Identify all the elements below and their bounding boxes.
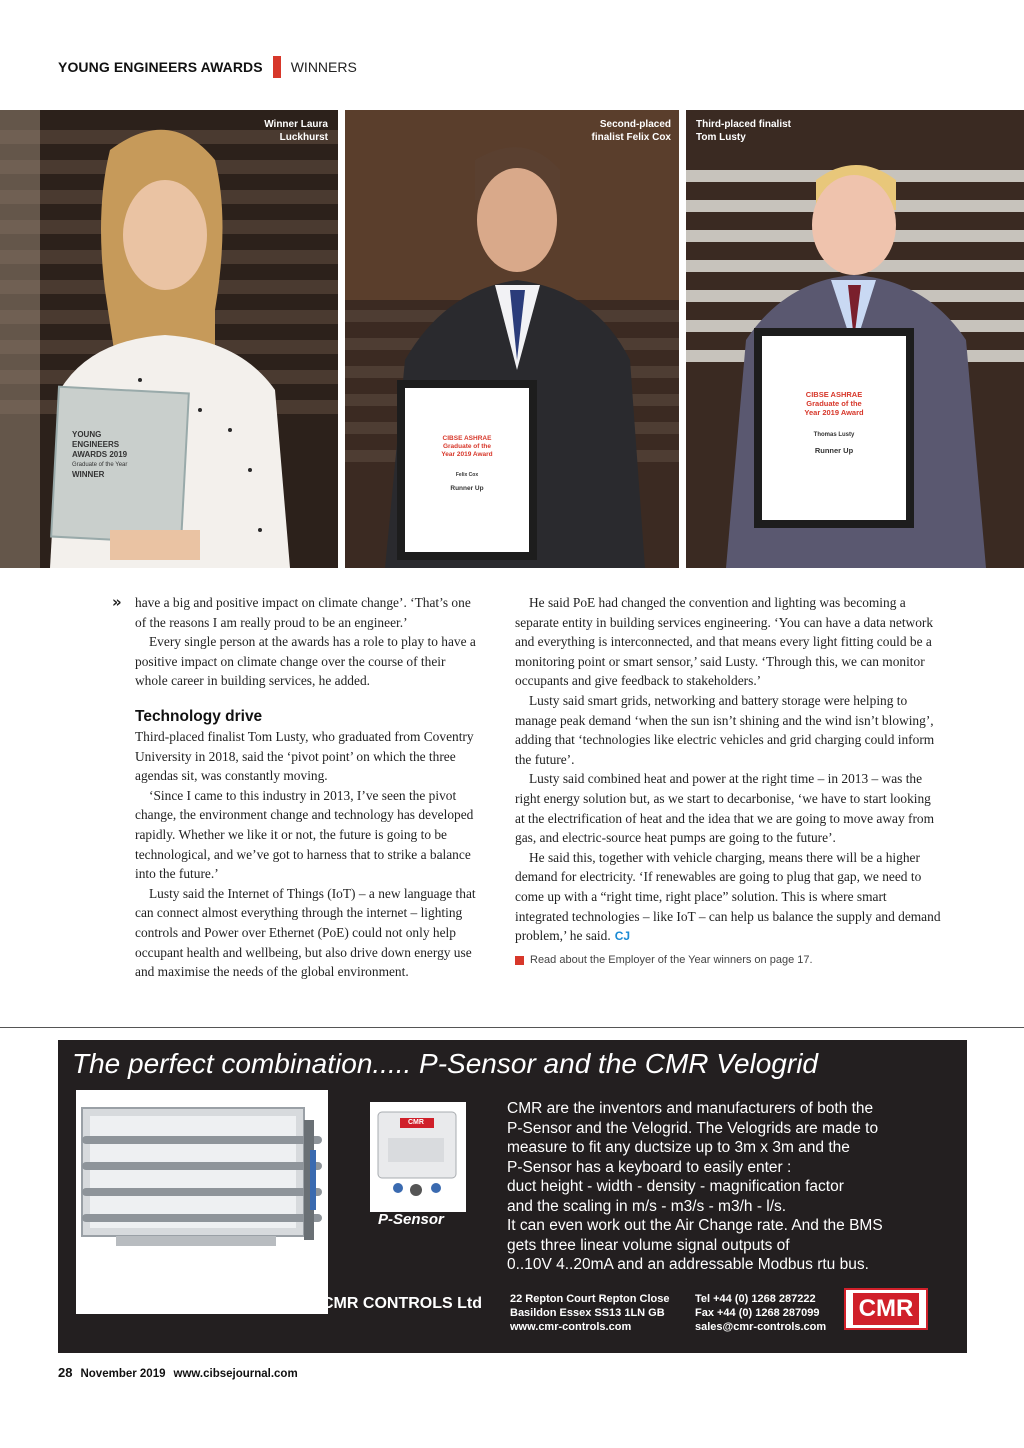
paragraph: Lusty said smart grids, networking and battery storage were helping to manage peak demand ‘when the sun isn’t shining and the wind isn’t blowing’, adding that ‘technologies like electric vehicles and grid charging could inform the future’.	[515, 692, 935, 767]
article-column-left	[135, 593, 481, 982]
photo-tom-lusty	[686, 110, 1024, 568]
read-more-link[interactable]: Read about the Employer of the Year winners on page 17.	[515, 951, 943, 971]
photo-caption: Second-placed finalist Felix Cox	[591, 119, 671, 143]
paragraph: have a big and positive impact on climate change’. ‘That’s one of the reasons I am really proud to be an engineer.’	[135, 595, 471, 630]
velogrid-label: VELOGRID	[80, 1271, 159, 1288]
photo-felix-cox	[345, 110, 679, 568]
photo-caption: Third-placed finalist Tom Lusty	[696, 119, 792, 143]
paragraph: ‘Since I came to this industry in 2013, I’ve seen the pivot change, the environment change and technology has developed rapidly. Whether we like it or not, the future is going to be technological, and we’ve got to harness that to strike a balance into the future.’	[135, 787, 474, 882]
author-signoff: CJ	[614, 929, 631, 944]
device-brand-text: CMR	[408, 1119, 424, 1126]
velocity-sensor-label: Velocity Averaging Sensor	[80, 1294, 269, 1311]
paragraph: Lusty said the Internet of Things (IoT) – a new language that can connect almost everything through the internet – lighting controls and Power over Ethernet (PoE) could not only help occupant health and wellbeing, but also drive down energy use and maximise the needs of the global environment.	[135, 885, 476, 980]
paragraph: He said this, together with vehicle charging, means there will be a higher demand for electricity. ‘If renewables are going to plug that gap, we need to come up with a “right time, right place” solution. This is where smart integrated technologies – like IoT – can help us balance the supply and demand problem,’ he said. CJ	[515, 849, 941, 944]
section-divider	[0, 1027, 1024, 1028]
paragraph: He said PoE had changed the convention and lighting was becoming a separate entity in building services engineering. ‘You can have a data network and everything is interconnected, and that means every light fitting could be a monitoring point or smart sensor,’ said Lusty. ‘Through this, we can monitor occupants and give feedback to stakeholders.’	[515, 595, 934, 689]
cmr-logo: CMR	[844, 1288, 928, 1330]
photo-strip	[0, 110, 1024, 568]
photo-caption: Winner Laura Luckhurst	[264, 119, 328, 143]
bullet-square-icon	[515, 956, 524, 965]
subheading: Technology drive	[135, 707, 263, 725]
journal-website-link[interactable]: www.cibsejournal.com	[173, 1368, 298, 1380]
p-sensor-label: P-Sensor	[378, 1211, 444, 1228]
section-title: YOUNG ENGINEERS AWARDS	[58, 59, 263, 75]
p-sensor-product-image	[370, 1102, 466, 1212]
company-website-link[interactable]: www.cmr-controls.com	[510, 1321, 632, 1333]
photo-laura-luckhurst	[0, 110, 338, 568]
article-column-right	[515, 593, 943, 970]
ad-headline: The perfect combination..... P-Sensor and the CMR Velogrid	[72, 1048, 818, 1079]
company-contact: Tel +44 (0) 1268 287222 Fax +44 (0) 1268 287099 sales@cmr-controls.com	[695, 1293, 827, 1333]
header-divider	[273, 56, 281, 78]
section-subtitle: WINNERS	[290, 59, 357, 75]
ad-body-text: CMR are the inventors and manufacturers of both the P-Sensor and the Velogrid. The Velogrids are made to measure to fit any ductsize up to 3m x 3m and the P-Sensor has a keyboard to easily enter : duct height - width - density - magnification factor and the scaling in m/s - m3/s - m3/h - l/s. It can even work out the Air Change rate. And the BMS gets three linear volume signal outputs of 0..10V 4..20mA and an addressable Modbus rtu bus.	[507, 1100, 883, 1273]
company-email-link[interactable]: sales@cmr-controls.com	[695, 1321, 827, 1333]
paragraph: Third-placed finalist Tom Lusty, who graduated from Coventry University in 2018, said the ‘pivot point’ on which the three agendas sit, was constantly moving.	[135, 728, 474, 784]
company-address: 22 Repton Court Repton Close Basildon Essex SS13 1LN GB www.cmr-controls.com	[510, 1293, 670, 1333]
plaque-text: YOUNG ENGINEERS AWARDS 2019 Graduate of the Year WINNER	[72, 430, 128, 479]
advertisement-cmr	[58, 1040, 967, 1353]
paragraph: Lusty said combined heat and power at the right time – in 2013 – was the right energy solution but, as we start to decarbonise, ‘we have to start looking at the electrification of heat and the idea that we are going to move away from gas, and electric-source heat pumps are going to the future’.	[515, 771, 935, 846]
page-footer	[58, 1365, 298, 1380]
paragraph: Every single person at the awards has a role to play to have a positive impact on climate change over the course of their whole career in building services, he added.	[135, 634, 476, 689]
certificate-thomas-lusty: CIBSE ASHRAE Graduate of the Year 2019 Award Thomas Lusty Runner Up	[804, 390, 864, 455]
issue-date: November 2019	[80, 1368, 166, 1380]
company-name: CMR CONTROLS Ltd	[322, 1295, 482, 1312]
page-number: 28	[58, 1365, 73, 1380]
certificate-felix-cox: CIBSE ASHRAE Graduate of the Year 2019 Award Felix Cox Runner Up	[441, 435, 493, 492]
continuation-marker: »	[112, 593, 122, 611]
page-header	[58, 56, 357, 78]
